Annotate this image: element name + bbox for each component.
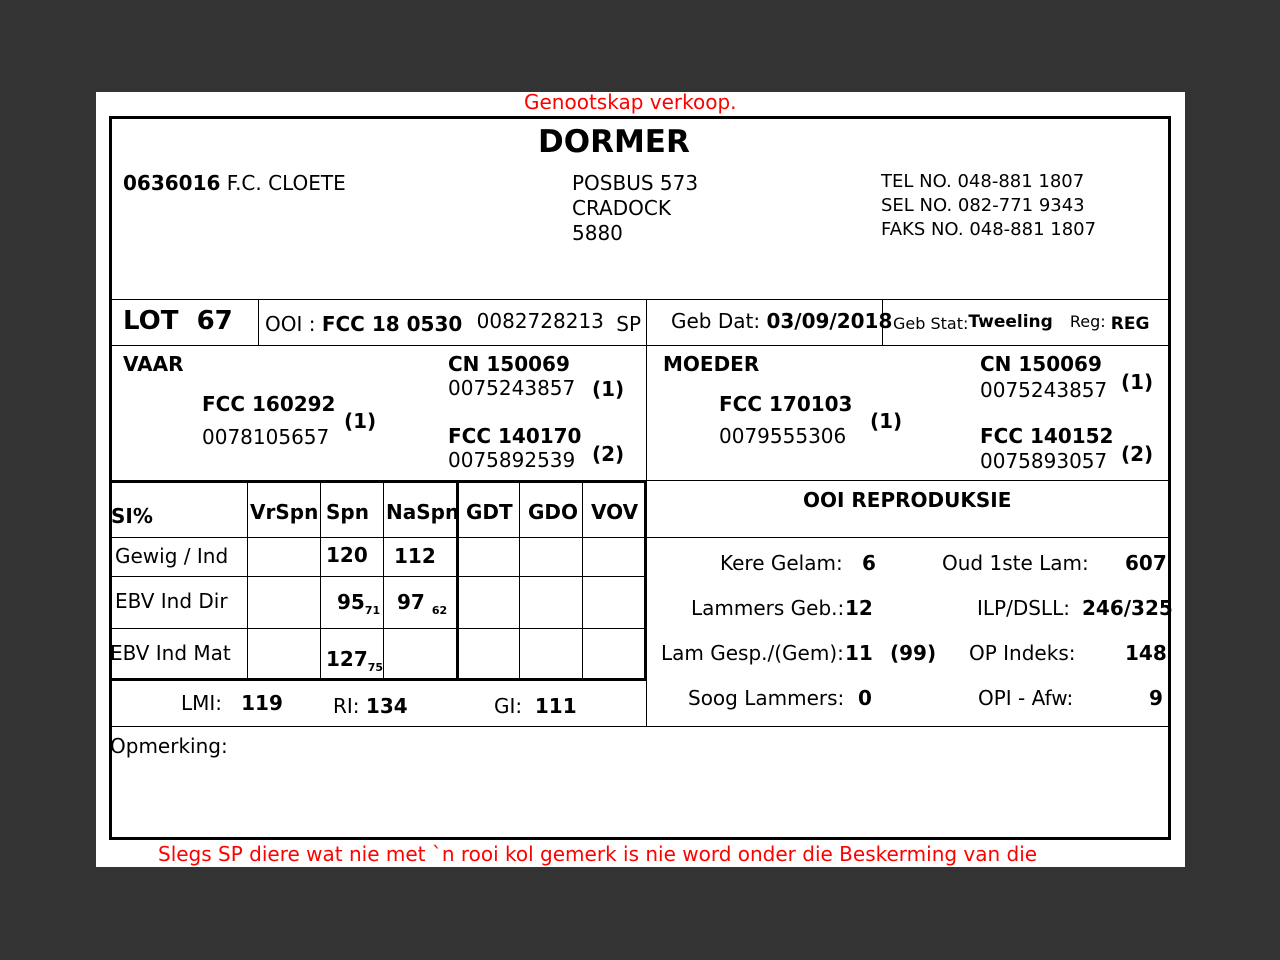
row-label-ebv-mat: EBV Ind Mat (110, 641, 231, 665)
ilp-label: ILP/DSLL: (977, 596, 1070, 620)
oud-lam-label: Oud 1ste Lam: (942, 551, 1089, 575)
gi-line: GI: 111 (494, 694, 577, 718)
birth-status-line: Geb Stat:Tweeling Reg: REG (893, 312, 1150, 334)
birth-date-line: Geb Dat: 03/09/2018 (671, 309, 893, 333)
ewe-class: SP (616, 312, 642, 336)
lammers-geb-value: 12 (845, 596, 873, 620)
lam-gem-value: (99) (890, 641, 937, 665)
protection-note: Slegs SP diere wat nie met `n rooi kol gemerk is nie word onder die Beskerming van die (158, 842, 1038, 866)
perf-col2 (320, 482, 321, 679)
dam-grade: (1) (870, 409, 903, 433)
frame-left (109, 116, 112, 840)
opi-afw-label: OPI - Afw: (978, 686, 1074, 710)
dam-label: MOEDER (663, 352, 760, 376)
dam-dam-reg: 0075893057 (980, 449, 1108, 473)
header-si: SI% (111, 504, 153, 528)
lot-label: LOT 67 (123, 306, 233, 336)
breeder-address-2: CRADOCK (572, 196, 671, 220)
dam-sire-reg: 0075243857 (980, 378, 1108, 402)
lmi-line: LMI: 119 (181, 691, 283, 715)
ebv-dir-spn-accuracy: 71 (364, 604, 381, 617)
catalogue-card (96, 92, 1185, 867)
repro-title: OOI REPRODUKSIE (803, 488, 1012, 512)
sire-sire-grade: (1) (592, 377, 625, 401)
ebv-dir-naspn: 97 $_{62}$ (397, 590, 448, 617)
opi-afw-value: 9 (1149, 686, 1163, 710)
header-vov: VOV (591, 500, 639, 524)
sire-id: FCC 160292 (202, 392, 336, 416)
oud-lam-value: 607 (1125, 551, 1167, 575)
index-bottom (110, 726, 1171, 727)
breeder-line (123, 171, 346, 195)
sire-reg: 0078105657 (202, 425, 330, 449)
ilp-value: 246/325 (1082, 596, 1173, 620)
line-lot-top (110, 299, 1171, 300)
perf-right (644, 480, 647, 680)
reg-label: Reg: (1069, 312, 1106, 331)
perf-col1 (247, 482, 248, 679)
breed-title: DORMER (538, 124, 690, 160)
dam-dam-id: FCC 140152 (980, 424, 1114, 448)
sire-sire-reg: 0075243857 (448, 376, 576, 400)
birth-date: 03/09/2018 (766, 309, 893, 333)
sale-note: Genootskap verkoop. (524, 90, 737, 114)
sire-grade: (1) (344, 409, 377, 433)
op-indeks-label: OP Indeks: (969, 641, 1076, 665)
frame-right (1168, 116, 1171, 840)
dam-reg: 0079555306 (719, 424, 847, 448)
op-indeks-value: 148 (1125, 641, 1167, 665)
frame-top (110, 116, 1171, 119)
header-spn: Spn (326, 500, 369, 524)
line-lot-v1 (258, 299, 259, 346)
perf-bottom (110, 678, 647, 681)
dam-sire-id: CN 150069 (980, 352, 1102, 376)
breeder-faks: FAKS NO. 048-881 1807 (881, 219, 1097, 240)
sire-sire-id: CN 150069 (448, 352, 570, 376)
perf-row1-bottom (110, 576, 646, 577)
lam-gesp-value: 11 (845, 641, 873, 665)
breeder-number: 0636016 (123, 171, 221, 195)
gewig-spn: 120 (326, 543, 368, 567)
lot-number: 67 (196, 306, 233, 336)
frame-bottom (109, 837, 1171, 840)
ebv-dir-spn: $95_{71}$ (337, 590, 381, 617)
repro-top (647, 480, 1171, 481)
header-gdo: GDO (528, 500, 579, 524)
ebv-dir-naspn-accuracy: 62 (431, 604, 448, 617)
gewig-naspn: 112 (394, 544, 436, 568)
birth-status: Tweeling (968, 312, 1053, 332)
header-vrspn: VrSpn (250, 500, 319, 524)
header-gdt: GDT (466, 500, 513, 524)
line-lot-bottom (110, 345, 1171, 346)
soog-label: Soog Lammers: (688, 686, 845, 710)
lmi-value: 119 (241, 691, 283, 715)
remarks-label: Opmerking: (110, 734, 228, 758)
sire-dam-reg: 0075892539 (448, 448, 576, 472)
ri-line: RI: 134 (333, 694, 408, 718)
soog-value: 0 (858, 686, 872, 710)
perf-row2-bottom (110, 628, 646, 629)
kere-gelam-label: Kere Gelam: (720, 551, 843, 575)
perf-col5 (519, 482, 520, 679)
ebv-mat-spn-accuracy: 75 (367, 661, 384, 674)
sire-label: VAAR (123, 352, 184, 376)
sire-dam-id: FCC 140170 (448, 424, 582, 448)
ewe-reg: 0082728213 (476, 309, 604, 333)
ewe-id-line: OOI : FCC 18 0530 0082728213 SP (265, 309, 642, 336)
row-label-ebv-dir: EBV Ind Dir (115, 589, 228, 613)
perf-col3 (383, 482, 384, 679)
perf-top (110, 480, 647, 483)
header-naspn: NaSpn (386, 500, 460, 524)
lammers-geb-label: Lammers Geb.: (691, 596, 845, 620)
breeder-sel: SEL NO. 082-771 9343 (881, 195, 1085, 216)
gi-value: 111 (534, 694, 577, 718)
breeder-tel: TEL NO. 048-881 1807 (881, 171, 1085, 192)
breeder-address-3: 5880 (572, 221, 623, 245)
breeder-address-1: POSBUS 573 (572, 171, 699, 195)
ebv-mat-spn: $127_{75}$ (326, 647, 384, 674)
reg-value: REG (1110, 314, 1150, 334)
sire-dam-grade: (2) (592, 442, 625, 466)
ewe-id: FCC 18 0530 (321, 312, 463, 336)
perf-col6 (582, 482, 583, 679)
dam-dam-grade: (2) (1121, 442, 1154, 466)
row-label-gewig: Gewig / Ind (115, 544, 229, 568)
dam-sire-grade: (1) (1121, 370, 1154, 394)
ri-value: 134 (365, 694, 408, 718)
lam-gesp-label: Lam Gesp./(Gem): (661, 641, 844, 665)
perf-head-bottom (110, 537, 1171, 538)
kere-gelam-value: 6 (862, 551, 876, 575)
dam-id: FCC 170103 (719, 392, 853, 416)
breeder-name: F.C. CLOETE (226, 171, 346, 195)
